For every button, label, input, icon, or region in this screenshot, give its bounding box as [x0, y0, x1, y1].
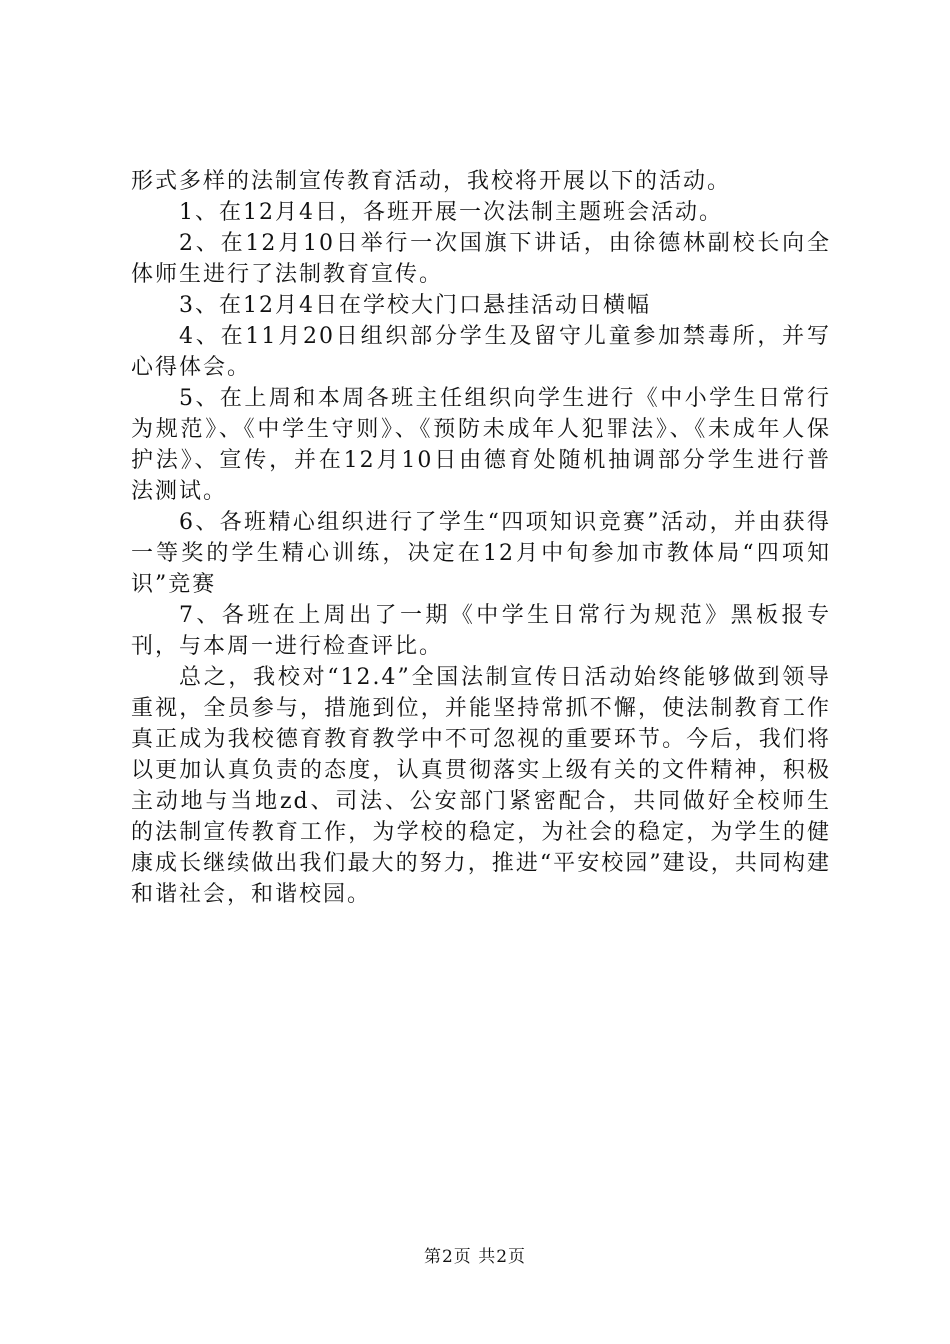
paragraph-item-3: 3、在12月4日在学校大门口悬挂活动日横幅: [179, 293, 651, 318]
paragraph-item-1: 1、在12月4日，各班开展一次法制主题班会活动。: [179, 200, 723, 225]
paragraph-item-5: 5、在上周和本周各班主任组织向学生进行《中小学生日常行为规范》、《中学生守则》、《预防未成年人犯罪法》、《未成年人保护法》、宣传，并在12月10日由德育处随机抽调部分学生进行普法测试。: [131, 386, 831, 504]
paragraph-item-4: 4、在11月20日组织部分学生及留守儿童参加禁毒所，并写心得体会。: [131, 324, 831, 380]
paragraph-item-7: 7、各班在上周出了一期《中学生日常行为规范》黑板报专刊，与本周一进行检查评比。: [131, 603, 831, 659]
document-body: [131, 166, 831, 910]
page-footer: 第2页 共2页: [423, 1247, 527, 1267]
paragraph-intro: 形式多样的法制宣传教育活动，我校将开展以下的活动。: [131, 169, 732, 194]
paragraph-item-2: 2、在12月10日举行一次国旗下讲话，由徐德林副校长向全体师生进行了法制教育宣传。: [131, 231, 831, 287]
paragraph-item-6: 6、各班精心组织进行了学生“四项知识竞赛”活动，并由获得一等奖的学生精心训练，决定在12月中旬参加市教体局“四项知识”竞赛: [131, 510, 831, 597]
paragraph-conclusion: 总之，我校对“12.4”全国法制宣传日活动始终能够做到领导重视，全员参与，措施到位，并能坚持常抓不懈，使法制教育工作真正成为我校德育教育教学中不可忽视的重要环节。今后，我们将以更加认真负责的态度，认真贯彻落实上级有关的文件精神，积极主动地与当地zd、司法、公安部门紧密配合，共同做好全校师生的法制宣传教育工作，为学校的稳定，为社会的稳定，为学生的健康成长继续做出我们最大的努力，推进“平安校园”建设，共同构建和谐社会，和谐校园。: [131, 665, 831, 907]
